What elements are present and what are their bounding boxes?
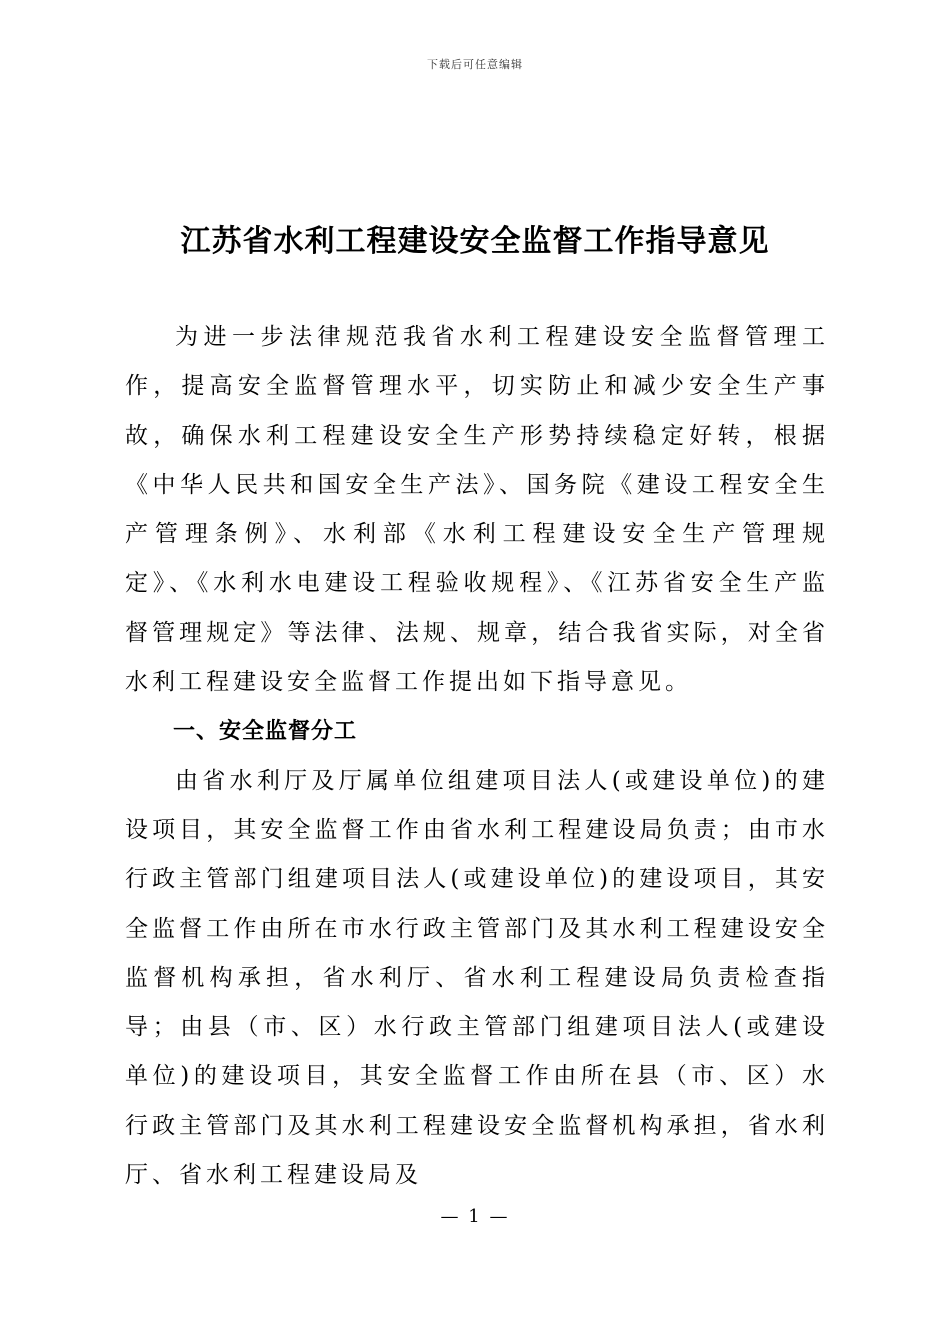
document-title: 江苏省水利工程建设安全监督工作指导意见 <box>180 224 770 259</box>
page-number: — 1 — <box>440 1206 510 1227</box>
section-1-paragraph: 由省水利厅及厅属单位组建项目法人(或建设单位)的建设项目，其安全监督工作由省水利工程建设局负责；由市水行政主管部门组建项目法人(或建设单位)的建设项目，其安全监督工作由所在市水行政主管部门及其水利工程建设安全监督机构承担，省水利厅、省水利工程建设局负责检查指导；由县（市、区）水行政主管部门组建项目法人(或建设单位)的建设项目，其安全监督工作由所在县（市、区）水行政主管部门及其水利工程建设安全监督机构承担，省水利厅、省水利工程建设局及 <box>125 767 829 1189</box>
section-heading-1: 一、安全监督分工 <box>173 719 358 745</box>
header-note: 下载后可任意编辑 <box>427 58 523 71</box>
intro-paragraph: 为进一步法律规范我省水利工程建设安全监督管理工作，提高安全监督管理水平，切实防止和减少安全生产事故，确保水利工程建设安全生产形势持续稳定好转，根据《中华人民共和国安全生产法》、国务院《建设工程安全生产管理条例》、水利部《水利工程建设安全生产管理规定》、《水利水电建设工程验收规程》、《江苏省安全生产监督管理规定》等法律、法规、规章，结合我省实际，对全省水利工程建设安全监督工作提出如下指导意见。 <box>125 324 829 696</box>
document-body <box>125 313 829 1200</box>
